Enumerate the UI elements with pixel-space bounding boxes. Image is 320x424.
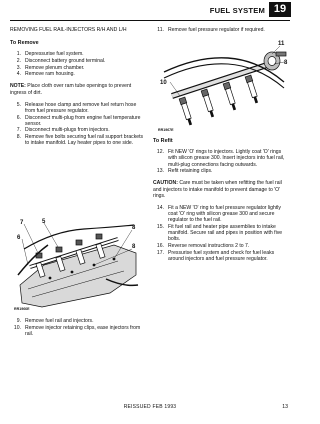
step-item: 2. Disconnect battery ground terminal. bbox=[16, 58, 106, 64]
fuel-rail-illustration bbox=[14, 215, 142, 313]
caution-text: Care must be taken when refitting the fuel rail and injectors to intake manifold to prevent damage to 'O' rings. bbox=[153, 180, 282, 199]
step-item: 11. Remove fuel pressure regulator if required. bbox=[157, 27, 265, 33]
caution bbox=[153, 180, 290, 199]
callout-5: 5 bbox=[42, 219, 46, 225]
caution-label: CAUTION: bbox=[153, 180, 178, 187]
step-item: 1. Depressurise fuel system. bbox=[16, 51, 84, 58]
heading-to-remove: To Remove bbox=[10, 40, 39, 47]
step-item: 12. Fit NEW 'O' rings to injectors. Lightly coat 'O' rings with silicon grease 300. Insert injectors into fuel rail, multi-plug connections facing outwards. bbox=[156, 149, 285, 168]
step-item: 7. Disconnect multi-plugs from injectors. bbox=[16, 127, 110, 134]
page-title: REMOVING FUEL RAIL-INJECTORS R/H AND L/H bbox=[10, 27, 127, 33]
footer-reissued: REISSUED FEB 1993 bbox=[123, 404, 177, 410]
note-label: NOTE: bbox=[10, 83, 26, 90]
note bbox=[10, 83, 146, 95]
step-item: 4. Remove ram housing. bbox=[16, 71, 75, 78]
steps-list-1-4 bbox=[10, 51, 146, 77]
fuel-rail-assembly-illustration bbox=[158, 38, 290, 134]
callout-8-lower: 8 bbox=[132, 244, 136, 250]
callout-8: 8 bbox=[284, 60, 288, 66]
note-text: Place cloth over ram tube openings to prevent ingress of dirt. bbox=[10, 83, 132, 96]
steps-list-14-17 bbox=[153, 205, 290, 262]
steps-list-5-8 bbox=[10, 102, 146, 147]
step-item: 13. Refit retaining clips. bbox=[156, 168, 213, 175]
header-rule bbox=[10, 20, 290, 21]
step-item: 16. Reverse removal instructions 2 to 7. bbox=[156, 243, 250, 250]
step-item: 5. Release hose clamp and remove fuel return hose from fuel pressure regulator. bbox=[16, 101, 137, 114]
step-item: 9. Remove fuel rail and injectors. bbox=[16, 318, 94, 324]
callout-6: 6 bbox=[17, 235, 21, 241]
figure-code-right: RR1967E bbox=[158, 128, 174, 132]
right-column-top bbox=[153, 27, 290, 34]
step-item: 17. Pressurise fuel system and check for fuel leaks around injectors and fuel pressure regulator. bbox=[156, 249, 275, 262]
callout-7: 7 bbox=[20, 220, 24, 226]
fuel-rail-removal-figure bbox=[14, 215, 142, 313]
page-number: 13 bbox=[282, 404, 288, 410]
heading-to-refit: To Refit bbox=[153, 138, 173, 144]
callout-11: 11 bbox=[278, 41, 285, 47]
fuel-rail-assembly-figure bbox=[158, 38, 290, 134]
callout-8-upper: 8 bbox=[132, 225, 136, 231]
step-item: 8. Remove five bolts securing fuel rail support brackets to intake manifold. Lay heater pipes to one side. bbox=[16, 133, 144, 147]
step-item: 14. Fit a NEW 'O' ring to fuel pressure regulator lightly coat 'O' ring with silicon grease 300 and secure regulator to the fuel rail. bbox=[156, 205, 281, 224]
steps-list-12-13 bbox=[153, 149, 290, 174]
left-column bbox=[10, 27, 146, 147]
left-column-lower bbox=[10, 318, 146, 337]
steps-list-9-10 bbox=[10, 318, 146, 337]
step-item: 6. Disconnect multi-plug from engine fuel temperature sensor. bbox=[16, 114, 141, 127]
step-item: 15. Fit fuel rail and heater pipe assemblies to intake manifold. Secure rail and pipes in position with five bolts. bbox=[156, 224, 283, 243]
steps-list-11 bbox=[153, 27, 290, 33]
section-number-badge: 19 bbox=[269, 2, 291, 17]
figure-code-left: RR1966E bbox=[14, 307, 30, 311]
section-title: FUEL SYSTEM bbox=[209, 6, 265, 15]
right-column-lower bbox=[153, 138, 290, 262]
callout-10: 10 bbox=[160, 80, 167, 86]
step-item: 10. Remove injector retaining clips, ease injectors from rail. bbox=[13, 324, 141, 337]
step-item: 3. Remove plenum chamber. bbox=[16, 64, 85, 71]
